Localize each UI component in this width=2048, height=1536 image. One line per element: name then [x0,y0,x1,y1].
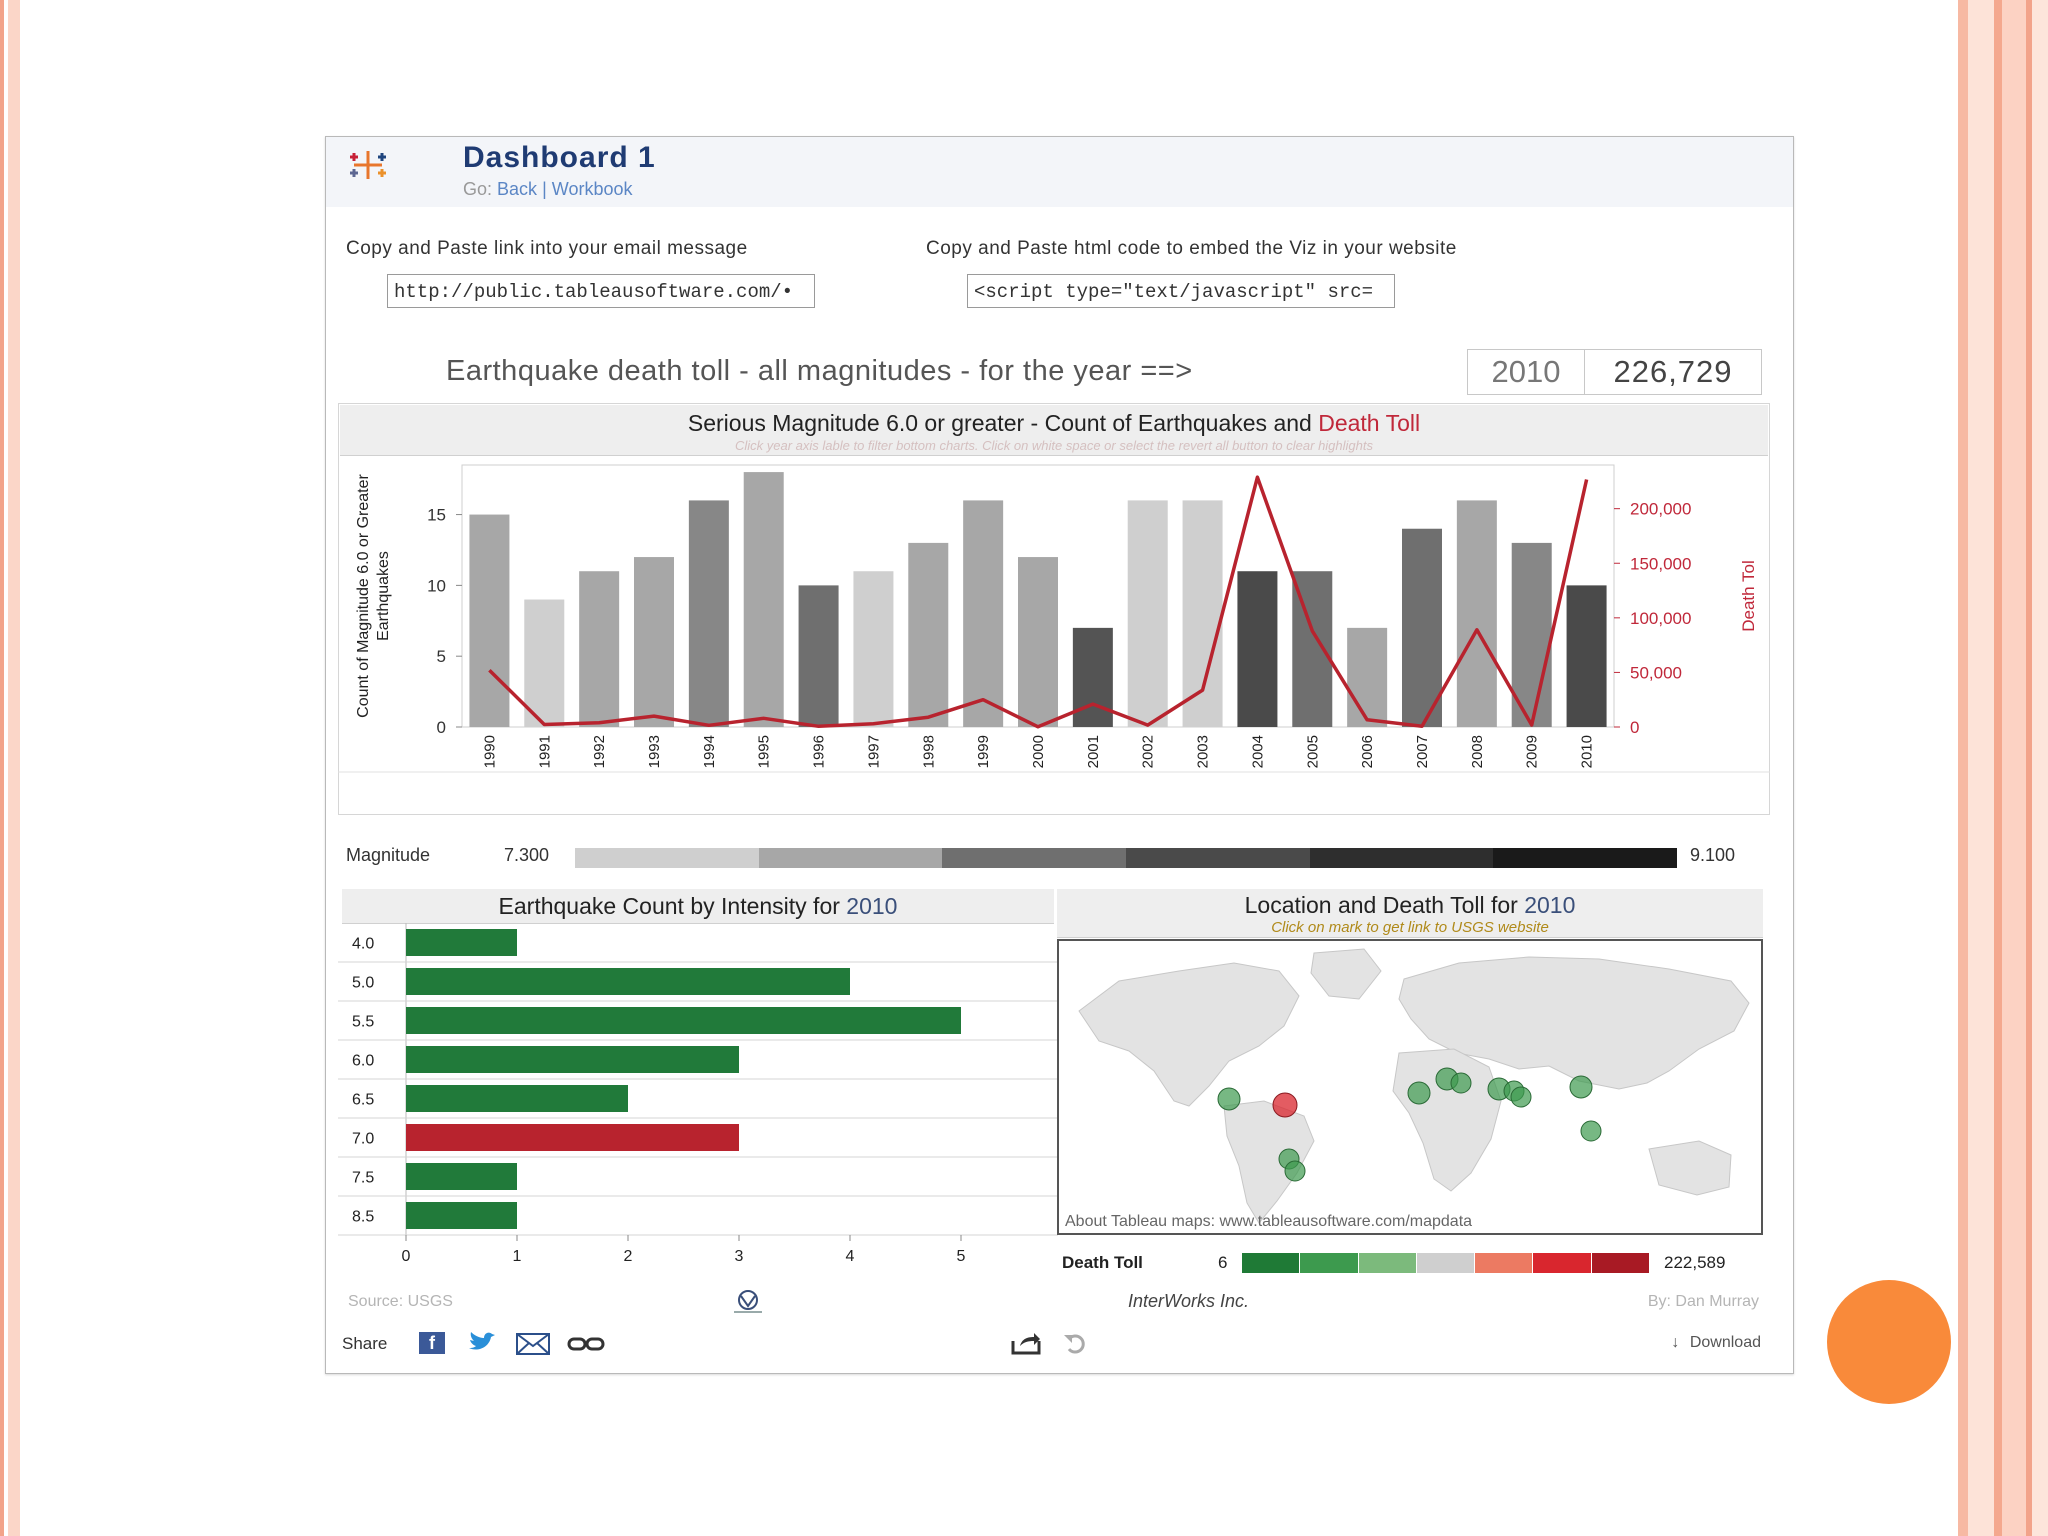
bar-2010 [1567,585,1607,727]
main-chart [338,457,1770,817]
facebook-icon[interactable]: f [419,1332,445,1354]
y-right-tick-label: 150,000 [1630,554,1692,574]
map-mark-japan[interactable] [1570,1076,1592,1098]
headline-year-box[interactable]: 2010 [1467,349,1585,395]
magnitude-ramp-step [1126,848,1310,868]
embed-code-label: Copy and Paste html code to embed the Viz in your website [926,238,1457,259]
go-nav [463,179,632,200]
category-label-4.0: 4.0 [352,935,375,953]
x-tick-label: 0 [401,1248,411,1265]
revert-icon[interactable] [1063,1331,1089,1355]
intensity-bar-6.5[interactable] [406,1085,628,1112]
y-left-axis-title-2: Earthquakes [375,551,392,641]
bar-1995 [744,472,784,727]
x-tick-label-1999[interactable]: 1999 [975,735,993,769]
x-tick-label-1991[interactable]: 1991 [536,735,554,769]
nav-separator: | [542,179,547,199]
death-toll-ramp-step [1417,1253,1475,1273]
share-link-field[interactable]: http://public.tableausoftware.com/• [387,274,815,308]
right-border-stripe-3 [1994,0,2002,1536]
x-tick-label-1990[interactable]: 1990 [481,735,499,769]
category-label-5.0: 5.0 [352,974,375,992]
dashboard-title: Dashboard 1 [463,141,656,174]
tableau-dashboard [325,136,1794,1374]
bar-1999 [963,500,1003,727]
bar-2007 [1402,529,1442,727]
bar-2003 [1183,500,1223,727]
interworks-emblem-icon [726,1289,770,1315]
x-tick-label: 5 [956,1248,966,1265]
intensity-bar-6.0[interactable] [406,1046,739,1073]
embed-code-field[interactable]: <script type="text/javascript" src= [967,274,1395,308]
go-label: Go: [463,179,493,199]
x-tick-label-2005[interactable]: 2005 [1304,735,1322,769]
death-toll-ramp-step [1242,1253,1300,1273]
x-tick-label-1993[interactable]: 1993 [646,735,663,769]
bar-2008 [1457,500,1497,727]
map-panel-title [1057,892,1763,919]
share-link-label: Copy and Paste link into your email message [346,238,748,259]
main-chart-title-bar [340,405,1768,456]
intensity-panel-title-bar [342,889,1054,924]
category-label-6.5: 6.5 [352,1091,375,1109]
right-border-stripe [1958,0,1968,1536]
map-panel-subtitle: Click on mark to get link to USGS website [1271,919,1549,936]
map-panel-title-text: Location and Death Toll for [1244,892,1518,918]
x-tick-label-2009[interactable]: 2009 [1523,735,1541,769]
main-chart-subtitle: Click year axis lable to filter bottom charts. Click on white space or select the revert all button to clear highlights [734,438,1373,453]
y-left-axis-title: Count of Magnitude 6.0 or Greater [355,474,372,718]
intensity-bar-8.5[interactable] [406,1202,517,1229]
x-tick-label-2007[interactable]: 2007 [1414,735,1431,769]
intensity-bar-5.5[interactable] [406,1007,961,1034]
bar-2000 [1018,557,1058,727]
right-border-stripe-4 [2002,0,2026,1536]
x-tick-label-2010[interactable]: 2010 [1578,735,1596,769]
y-left-tick-label: 10 [427,576,446,596]
category-label-5.5: 5.5 [352,1013,375,1031]
y-right-axis-title: Death Tol [1739,560,1758,632]
y-left-tick-label: 15 [427,505,446,525]
x-tick-label-2002[interactable]: 2002 [1139,735,1157,769]
company-credit: InterWorks Inc. [1128,1291,1250,1311]
y-right-tick-label: 100,000 [1630,608,1692,628]
magnitude-legend-min: 7.300 [504,845,550,865]
tableau-logo-icon [344,147,392,183]
email-icon[interactable] [516,1333,550,1355]
map-attribution[interactable]: About Tableau maps: www.tableausoftware.com/mapdata [1065,1213,1473,1230]
right-border-stripe-6 [2032,0,2048,1536]
magnitude-color-ramp[interactable] [575,848,1677,868]
intensity-bar-7.5[interactable] [406,1163,517,1190]
intensity-bar-5.0[interactable] [406,968,850,995]
y-right-tick-label: 50,000 [1630,663,1682,683]
map-mark-mexico[interactable] [1218,1088,1240,1110]
x-tick-label-2001[interactable]: 2001 [1084,735,1102,769]
bar-1990 [469,515,509,727]
x-tick-label-2006[interactable]: 2006 [1359,735,1377,769]
headline-text: Earthquake death toll - all magnitudes - for the year ==> [446,355,1193,387]
map-mark-indonesia[interactable] [1581,1121,1601,1141]
x-tick-label: 4 [845,1248,855,1265]
map-land-north-america [1079,963,1299,1106]
bar-1997 [853,571,893,727]
magnitude-legend-max: 9.100 [1690,845,1736,865]
map-mark-china-3[interactable] [1511,1087,1531,1107]
death-toll-ramp-step [1359,1253,1417,1273]
bar-2001 [1073,628,1113,727]
left-border-stripe [0,0,4,1536]
x-tick-label-2000[interactable]: 2000 [1030,735,1047,769]
magnitude-ramp-step [575,848,759,868]
x-tick-label: 1 [512,1248,522,1265]
y-left-tick-label: 0 [436,718,446,737]
map-land-greenland [1311,949,1381,999]
twitter-icon[interactable] [467,1332,497,1354]
bar-2004 [1237,571,1277,727]
intensity-bar-7.0[interactable] [406,1124,739,1151]
share-label: Share [342,1334,388,1353]
category-label-7.5: 7.5 [352,1169,375,1187]
bar-1996 [799,585,839,727]
author-credit: By: Dan Murray [1647,1293,1759,1310]
map-mark-chile-south[interactable] [1285,1161,1305,1181]
x-tick-label-2003[interactable]: 2003 [1194,735,1212,769]
left-border-stripe-inner [8,0,20,1536]
back-link[interactable]: Back [497,179,538,199]
world-map[interactable] [1057,939,1763,1235]
category-label-8.5: 8.5 [352,1208,375,1226]
download-button[interactable] [1671,1334,1761,1352]
map-mark-iran-2[interactable] [1451,1073,1471,1093]
intensity-bar-4.0[interactable] [406,929,517,956]
bar-1991 [524,600,564,727]
x-tick-label: 3 [734,1248,744,1265]
bar-1993 [634,557,674,727]
magnitude-legend-label: Magnitude [346,845,431,865]
magnitude-ramp-step [1493,848,1677,868]
x-tick-label-1995[interactable]: 1995 [755,735,773,769]
category-label-7.0: 7.0 [352,1130,375,1148]
headline-toll-box: 226,729 [1584,349,1762,395]
x-tick-label-1992[interactable]: 1992 [591,735,609,769]
magnitude-ramp-step [1310,848,1494,868]
main-chart-title-death-toll: Death Toll [1318,410,1421,436]
death-toll-ramp-step [1300,1253,1358,1273]
intensity-chart [338,923,1058,1403]
death-toll-ramp-step [1475,1253,1533,1273]
category-label-6.0: 6.0 [352,1052,375,1070]
link-icon[interactable] [567,1335,605,1353]
export-icon[interactable] [1010,1331,1042,1355]
bar-1994 [689,500,729,727]
bar-1998 [908,543,948,727]
x-tick-label-2004[interactable]: 2004 [1249,735,1267,769]
intensity-panel-year: 2010 [846,893,898,919]
y-right-tick-label: 0 [1630,718,1640,737]
x-tick-label: 2 [623,1248,633,1265]
map-panel-year: 2010 [1524,892,1576,918]
x-tick-label-2008[interactable]: 2008 [1468,735,1486,769]
bar-2006 [1347,628,1387,727]
death-toll-ramp-step [1533,1253,1591,1273]
x-tick-label-1994[interactable]: 1994 [700,735,718,769]
bar-2002 [1128,500,1168,727]
download-label: Download [1689,1334,1761,1351]
map-land-south-america [1224,1101,1314,1223]
bar-1992 [579,571,619,727]
main-chart-title-text: Serious Magnitude 6.0 or greater - Count of Earthquakes and [687,410,1312,436]
map-panel-title-bar [1057,889,1763,938]
y-left-tick-label: 5 [436,647,446,667]
source-credit: Source: USGS [348,1293,453,1310]
death-toll-legend-label: Death Toll [1062,1253,1143,1272]
download-icon: ↓ [1671,1334,1680,1351]
intensity-panel-title: Earthquake Count by Intensity for [498,893,840,919]
map-mark-turkey[interactable] [1408,1082,1430,1104]
death-toll-ramp-step [1592,1253,1650,1273]
main-chart-title [340,410,1768,437]
orange-circle-decoration [1827,1280,1951,1404]
x-tick-label-1998[interactable]: 1998 [920,735,938,769]
magnitude-ramp-step [759,848,943,868]
world-map-canvas [1059,941,1761,1233]
magnitude-ramp-step [942,848,1126,868]
workbook-link[interactable]: Workbook [551,179,633,199]
y-right-tick-label: 200,000 [1630,499,1692,519]
x-tick-label-1997[interactable]: 1997 [865,735,883,769]
map-mark-haiti[interactable] [1273,1093,1297,1117]
dashboard-header [326,137,1793,207]
right-border-stripe-2 [1968,0,1994,1536]
map-land-australia [1649,1141,1731,1195]
death-toll-legend-min: 6 [1218,1253,1228,1272]
death-toll-color-ramp[interactable] [1242,1253,1650,1273]
death-toll-legend-max: 222,589 [1664,1253,1726,1272]
x-tick-label-1996[interactable]: 1996 [810,735,828,769]
